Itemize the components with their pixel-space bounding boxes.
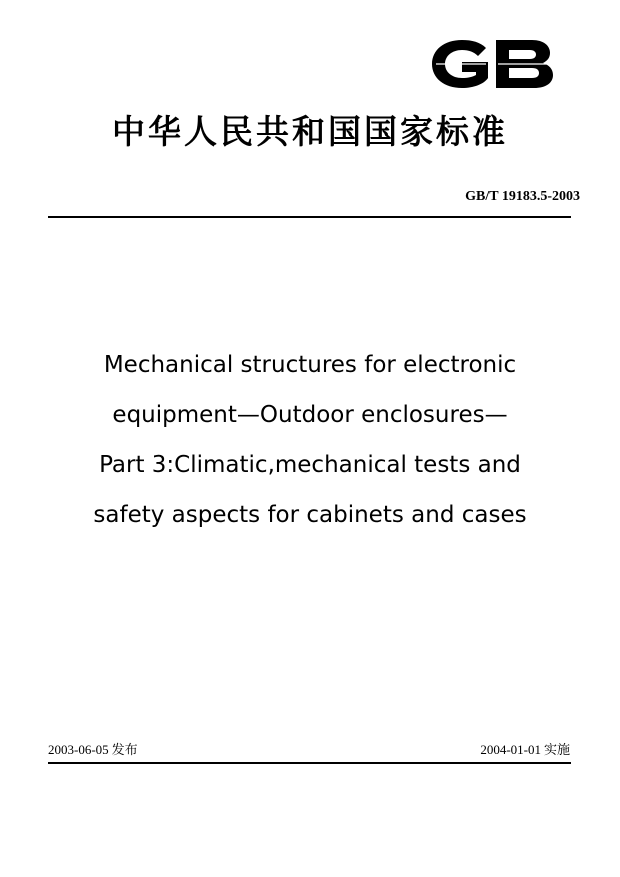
document-title-line: safety aspects for cabinets and cases [93, 502, 527, 528]
issue-date-block [48, 741, 138, 760]
document-title-line: Mechanical structures for electronic [103, 352, 517, 378]
document-title-line: Part 3:Climatic,mechanical tests and [99, 452, 521, 478]
gb-logo-graphic [428, 38, 556, 90]
standard-number: GB/T 19183.5-2003 [465, 189, 580, 204]
gb-logo [428, 38, 556, 90]
implementation-date: 2004-01-01 [480, 742, 541, 757]
implementation-label: 实施 [543, 743, 570, 758]
implementation-date-block [480, 741, 570, 760]
document-title-line: equipment—Outdoor enclosures— [112, 402, 508, 428]
issue-label: 发布 [111, 743, 138, 758]
issue-date: 2003-06-05 [48, 742, 109, 757]
national-standard-title: 中华人民共和国国家标准 [112, 112, 508, 151]
bottom-divider [48, 762, 571, 764]
top-divider [48, 216, 571, 218]
document-title [40, 340, 580, 540]
